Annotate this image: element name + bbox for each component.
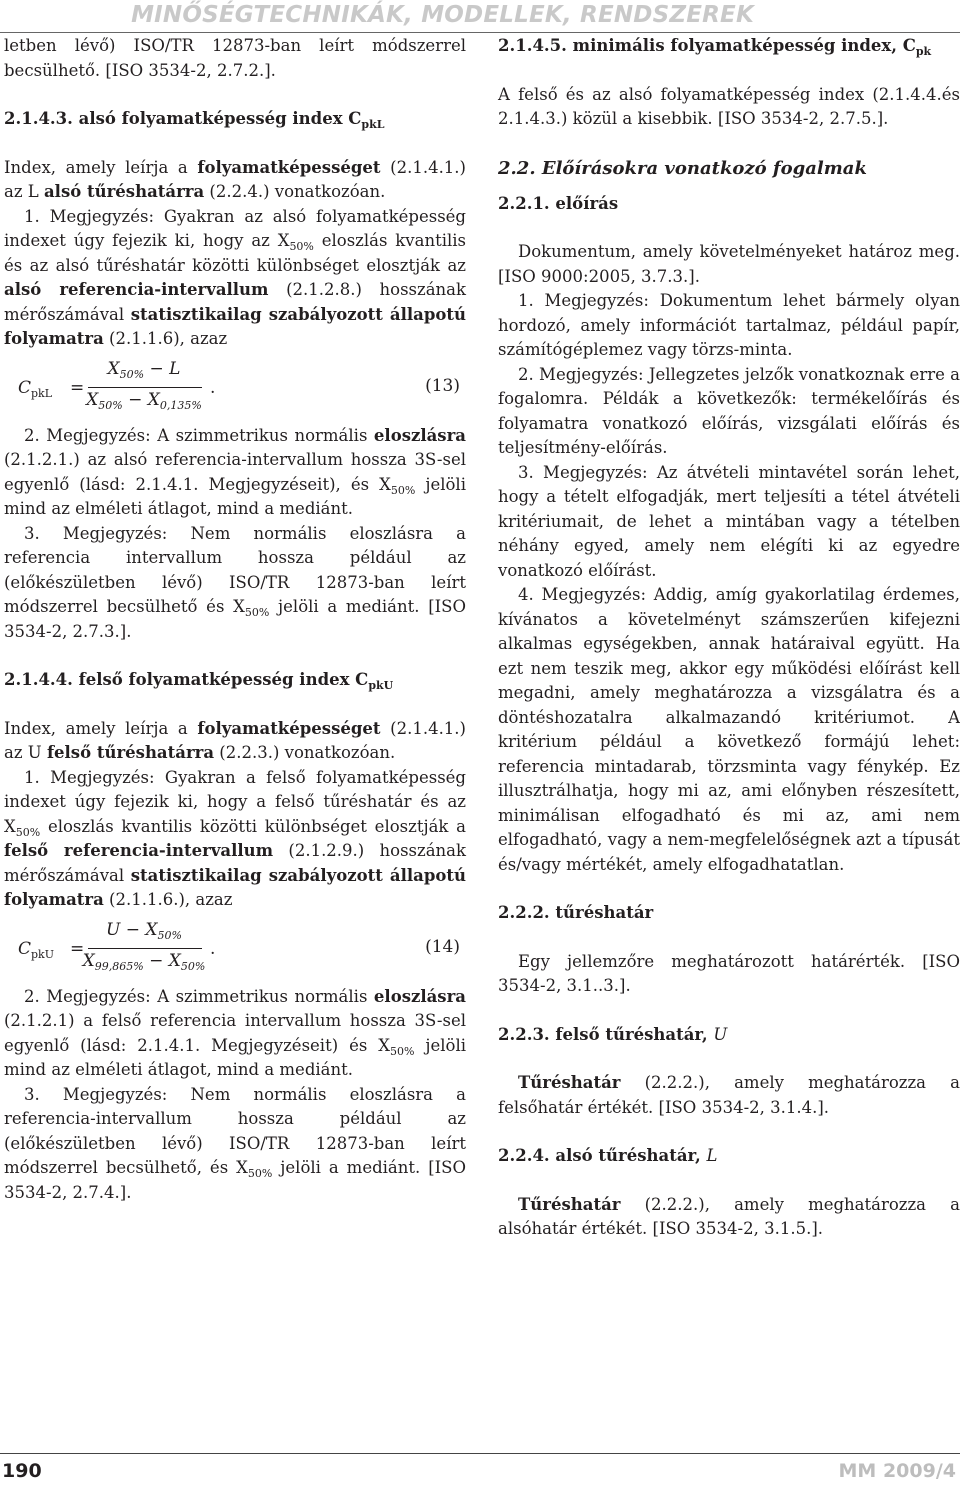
section-heading-2-2-1: 2.2.1. előírás	[498, 193, 619, 213]
note-1: 1. Megjegyzés: Dokumentum lehet bármely olyan hordozó, amely információt tartalmaz, például papír, számítógéplemez vagy törzs-minta.	[498, 291, 960, 359]
page-header	[0, 2, 960, 33]
fraction-bar	[88, 948, 202, 949]
eq-numerator: $X_{50\%} - L$	[107, 358, 181, 381]
journal-issue: MM 2009/4	[838, 1460, 956, 1482]
eq-equals: =	[70, 377, 85, 398]
page-footer	[0, 1451, 960, 1485]
section-heading-2-2-3: 2.2.3. felső tűréshatár, U	[498, 1024, 728, 1044]
definition-paragraph: Index, amely leírja a folyamatképességet (2.1.4.1.) az L alsó tűréshatárra (2.2.4.) vonatkozóan.	[4, 157, 466, 201]
definition-paragraph: A felső és az alsó folyamatképesség index (2.1.4.4.és 2.1.4.3.) közül a kisebbik. [ISO 3534-2, 2.7.5.].	[498, 84, 960, 128]
paragraph: letben lévő) ISO/TR 12873-ban leírt módszerrel becsülhető. [ISO 3534-2, 2.7.2.].	[4, 36, 466, 80]
section-heading-2-1-4-5: 2.1.4.5. minimális folyamatképesség index, $C_{pk}$	[498, 36, 932, 58]
note-1: 1. Megjegyzés: Gyakran a felső folyamatképesség indexet úgy fejezik ki, hogy a felső tűréshatár és az $X_{50\%}$ eloszlás kvantilis közötti különbséget elosztják a felső referencia-intervallum (2.1.2.9.) hosszának mérőszámával statisztikailag szabályozott állapotú folyamatra (2.1.1.6.), azaz	[4, 767, 466, 909]
definition-paragraph: Dokumentum, amely követelményeket határoz meg. [ISO 9000:2005, 3.7.3.].	[498, 242, 960, 286]
definition-paragraph: Egy jellemzőre meghatározott határérték. [ISO 3534-2, 3.1..3.].	[498, 951, 960, 995]
right-column	[498, 34, 960, 1242]
definition-paragraph: Tűréshatár (2.2.2.), amely meghatározza a alsóhatár értékét. [ISO 3534-2, 3.1.5.].	[498, 1194, 960, 1238]
eq-denominator: $X_{50\%} - X_{0,135\%}$	[86, 389, 202, 412]
section-heading-2-2-2: 2.2.2. tűréshatár	[498, 903, 654, 922]
eq-equals: =	[70, 938, 85, 959]
equation-number: (13)	[425, 375, 460, 396]
note-2: 2. Megjegyzés: Jellegzetes jelzők vonatkoznak erre a fogalomra. Példák a következők: termékelőírás és folyamatra vonatkozó előírás, vizsgálati előírás és teljesítmény-előírás.	[498, 364, 960, 457]
note-2: 2. Megjegyzés: A szimmetrikus normális eloszlásra (2.1.2.1) a felső referencia intervallum hossza 3S-sel egyenlő (lásd: 2.1.4.1. Megjegyzéseit) és $X_{50\%}$ jelöli mind az elméleti átlagot, mind a mediánt.	[4, 986, 467, 1079]
eq-lhs: $C_{pkL}$	[18, 377, 53, 400]
equation-number: (14)	[425, 936, 460, 957]
equation-13: $C_{pkL}$ = $X_{50\%} - L$ $X_{50\%} - X_{0,135\%}$ . (13)	[18, 358, 460, 412]
note-3: 3. Megjegyzés: Az átvételi mintavétel során lehet, hogy a tételt elfogadják, mert teljesíti a tétel átvételi kritériumait, de lehet a mintában vagy a tételben néhány egyed, amely nem elégíti ki az egyedre vonatkozó előírást.	[498, 462, 960, 580]
eq-lhs: $C_{pkU}$	[18, 938, 54, 961]
page-number: 190	[2, 1460, 42, 1482]
note-4: 4. Megjegyzés: Addig, amíg gyakorlatilag érdemes, kívánatos a követelményt számszerűen kifejezni alkalmas egységekben, annak határaival együtt. Ha ezt nem teszik meg, akkor egy működési előírást kell megadni, amely meghatározza a vizsgálatra és a döntéshozatalra alkalmazandó kritériumot. A kritérium például a következő formájú lehet: referencia mintadarab, törzsminta vagy fénykép. Ez illusztrálhatja, hogy mi az, ami előnyben részesített, minimálisan elfogadható és mi az, ami nem elfogadható, vagy a nem-megfelelőségnek azt a típusát és/vagy mértékét, amely elfogadhatatlan.	[498, 585, 960, 874]
fraction-bar	[88, 387, 202, 388]
footer-divider	[0, 1453, 960, 1454]
note-2: 2. Megjegyzés: A szimmetrikus normális eloszlásra (2.1.2.1.) az alsó referencia-intervallum hossza 3S-sel egyenlő (lásd: 2.1.4.1. Megjegyzéseit), és $X_{50\%}$ jelöli mind az elméleti átlagot, mind a mediánt.	[4, 425, 466, 518]
section-heading-2-1-4-4: 2.1.4.4. felső folyamatképesség index $C_{pkU}$	[4, 670, 394, 692]
note-3: 3. Megjegyzés: Nem normális eloszlásra a referencia-intervallum hossza például az (előkészületben lévő) ISO/TR 12873-ban leírt módszerrel becsülhető, és $X_{50\%}$ jelöli a mediánt. [ISO 3534-2, 2.7.4.].	[4, 1084, 466, 1202]
eq-denominator: $X_{99,865\%} - X_{50\%}$	[82, 950, 206, 973]
section-heading-2-1-4-3: 2.1.4.3. alsó folyamatképesség index $C_{pkL}$	[4, 109, 385, 131]
section-heading-2-2-4: 2.2.4. alsó tűréshatár, L	[498, 1146, 718, 1165]
definition-paragraph: Index, amely leírja a folyamatképességet (2.1.4.1.) az U felső tűréshatárra (2.2.3.) vonatkozóan.	[4, 718, 466, 762]
equation-14: $C_{pkU}$ = $U - X_{50\%}$ $X_{99,865\%} - X_{50\%}$ . (14)	[18, 919, 460, 973]
note-3: 3. Megjegyzés: Nem normális eloszlásra a referencia intervallum hossza például az (előkészületben lévő) ISO/TR 12873-ban leírt módszerrel becsülhető és $X_{50\%}$ jelöli a mediánt. [ISO 3534-2, 2.7.3.].	[4, 523, 466, 641]
note-1: 1. Megjegyzés: Gyakran az alsó folyamatképesség indexet úgy fejezik ki, hogy az $X_{50\%}$ eloszlás kvantilis és az alsó tűréshatár közötti különbséget elosztják az alsó referencia-intervallum (2.1.2.8.) hosszának mérőszámával statisztikailag szabályozott állapotú folyamatra (2.1.1.6), azaz	[4, 206, 466, 348]
definition-paragraph: Tűréshatár (2.2.2.), amely meghatározza a felsőhatár értékét. [ISO 3534-2, 3.1.4.].	[498, 1073, 960, 1117]
section-heading-2-2: 2.2. Előírásokra vonatkozó fogalmak	[498, 157, 867, 179]
left-column	[4, 34, 466, 1205]
journal-section-title: MINŐSÉGTECHNIKÁK, MODELLEK, RENDSZEREK	[131, 2, 754, 28]
eq-numerator: $U - X_{50\%}$	[106, 919, 182, 942]
